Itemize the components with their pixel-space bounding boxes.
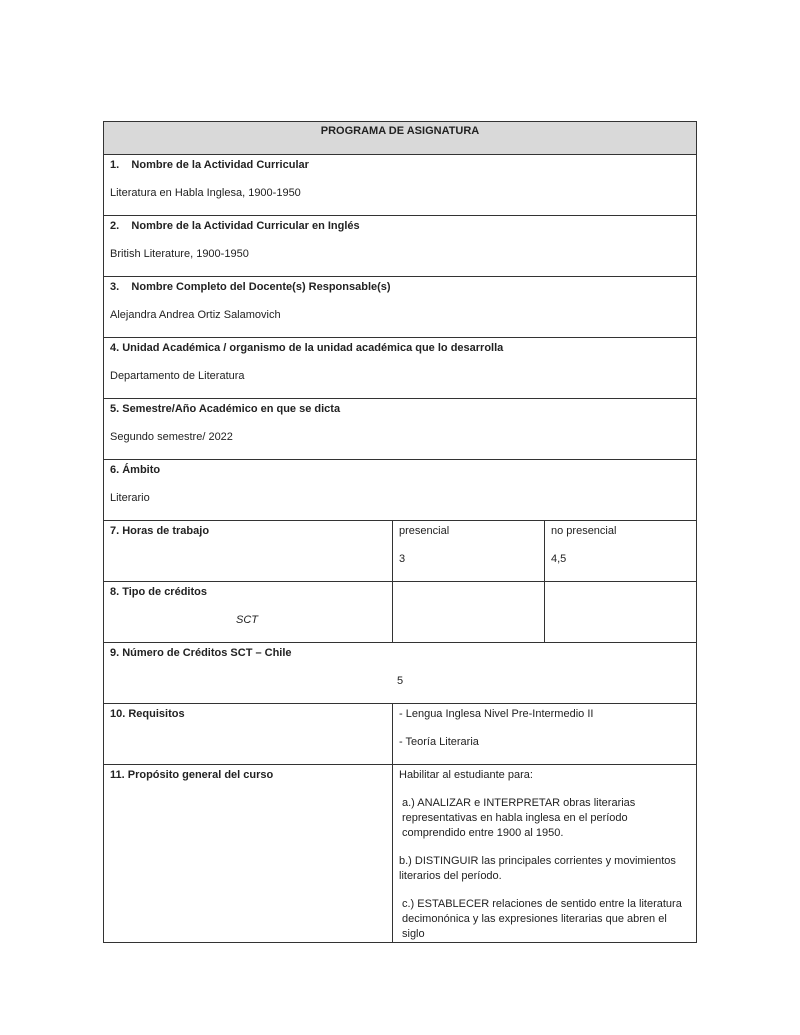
section-2-heading: Nombre de la Actividad Curricular en Inglés: [131, 220, 360, 232]
section-7-no-presencial-cell: [545, 521, 697, 582]
section-2-number: 2.: [110, 220, 120, 232]
section-7-heading-cell: [104, 521, 393, 582]
section-6-heading: 6. Ámbito: [110, 464, 161, 476]
purpose-item-c: c.) ESTABLECER relaciones de sentido entre la literatura decimonónica y las expresiones literarias que abren el siglo: [402, 898, 682, 940]
section-4-row: [104, 338, 697, 399]
section-4-cell: [104, 338, 697, 399]
section-9-row: [104, 643, 697, 704]
table-title: PROGRAMA DE ASIGNATURA: [104, 122, 697, 155]
section-3-cell: [104, 277, 697, 338]
no-presencial-label: no presencial: [551, 525, 617, 537]
section-10-heading: 10. Requisitos: [110, 708, 185, 720]
section-10-requirements-cell: [393, 704, 697, 765]
section-11-purpose-cell: [393, 765, 697, 943]
section-3-row: [104, 277, 697, 338]
section-11-heading-cell: [104, 765, 393, 943]
section-2-value: British Literature, 1900-1950: [110, 248, 249, 260]
credit-type-value: SCT: [236, 614, 258, 626]
section-6-row: [104, 460, 697, 521]
section-8-heading: 8. Tipo de créditos: [110, 586, 207, 598]
presencial-value: 3: [399, 553, 406, 565]
section-8-empty-cell-2: [545, 582, 697, 643]
section-8-row: [104, 582, 697, 643]
section-5-row: [104, 399, 697, 460]
no-presencial-value: 4,5: [551, 553, 567, 565]
section-9-heading: 9. Número de Créditos SCT – Chile: [110, 647, 292, 659]
section-1-value: Literatura en Habla Inglesa, 1900-1950: [110, 187, 301, 199]
credits-value: 5: [396, 675, 404, 687]
purpose-intro: Habilitar al estudiante para:: [399, 769, 533, 781]
section-7-row: [104, 521, 697, 582]
section-5-value: Segundo semestre/ 2022: [110, 431, 233, 443]
section-5-heading: 5. Semestre/Año Académico en que se dicta: [110, 403, 341, 415]
section-4-value: Departamento de Literatura: [110, 370, 245, 382]
section-9-cell: [104, 643, 697, 704]
requirement-1: - Lengua Inglesa Nivel Pre-Intermedio II: [399, 708, 594, 720]
section-10-heading-cell: [104, 704, 393, 765]
requirement-2: - Teoría Literaria: [399, 736, 479, 748]
section-6-cell: [104, 460, 697, 521]
section-7-heading: 7. Horas de trabajo: [110, 525, 210, 537]
section-7-presencial-cell: [393, 521, 545, 582]
section-6-value: Literario: [110, 492, 150, 504]
section-1-heading: Nombre de la Actividad Curricular: [131, 159, 309, 171]
purpose-item-a: a.) ANALIZAR e INTERPRETAR obras literarias representativas en habla inglesa en el período comprendido entre 1900 al 1950.: [402, 797, 636, 839]
section-2-cell: [104, 216, 697, 277]
section-8-empty-cell-1: [393, 582, 545, 643]
section-3-value: Alejandra Andrea Ortiz Salamovich: [110, 309, 281, 321]
section-8-heading-cell: [104, 582, 393, 643]
section-1-row: [104, 155, 697, 216]
section-3-number: 3.: [110, 281, 120, 293]
section-1-number: 1.: [110, 159, 120, 171]
purpose-item-b: b.) DISTINGUIR las principales corrientes y movimientos literarios del período.: [399, 855, 676, 882]
section-11-row: [104, 765, 697, 943]
section-11-heading: 11. Propósito general del curso: [110, 769, 274, 781]
section-10-row: [104, 704, 697, 765]
section-5-cell: [104, 399, 697, 460]
presencial-label: presencial: [399, 525, 450, 537]
course-program-table: [103, 121, 697, 943]
section-1-cell: [104, 155, 697, 216]
title-row: [104, 122, 697, 155]
section-2-row: [104, 216, 697, 277]
section-4-heading: 4. Unidad Académica / organismo de la unidad académica que lo desarrolla: [110, 342, 504, 354]
section-3-heading: Nombre Completo del Docente(s) Responsable(s): [131, 281, 391, 293]
